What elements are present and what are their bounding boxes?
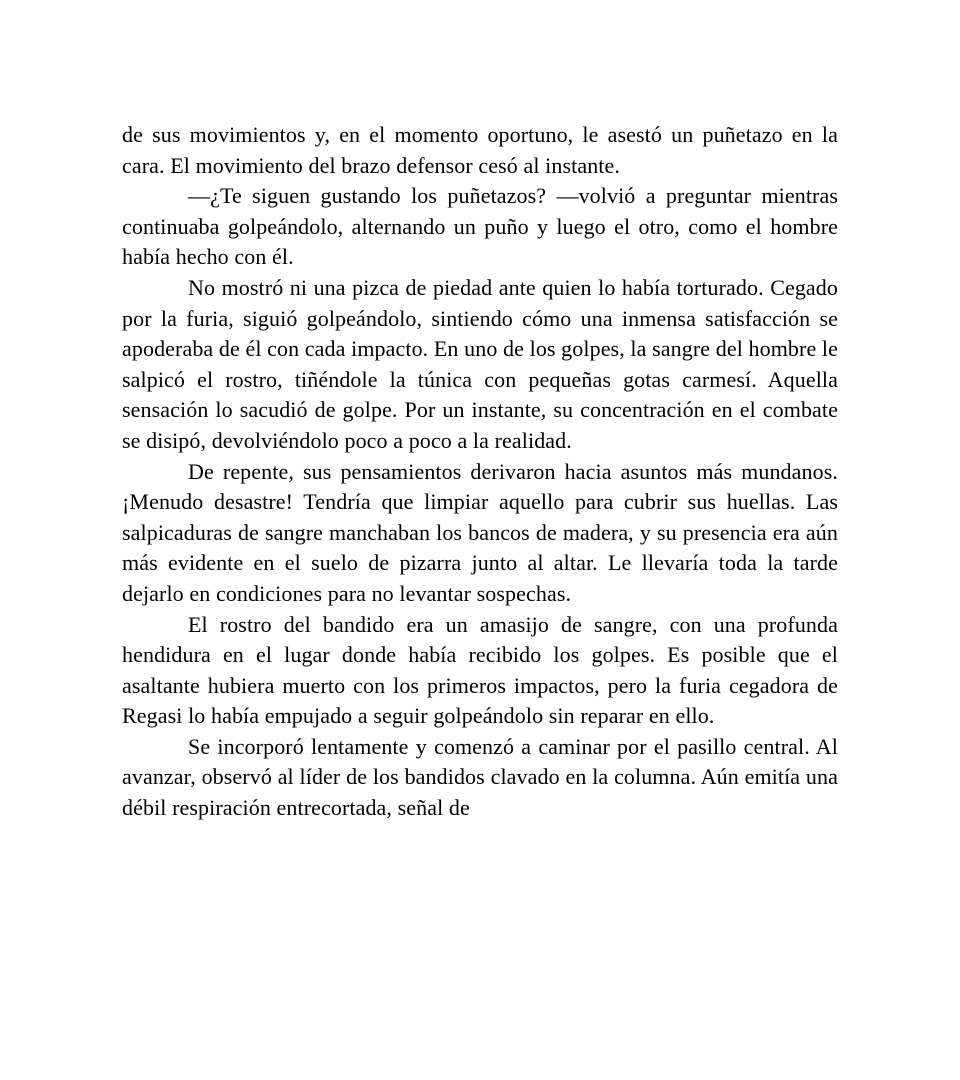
- paragraph: de sus movimientos y, en el momento oportuno, le asestó un puñetazo en la cara. El movimiento del brazo defensor cesó al instante.: [122, 122, 838, 178]
- paragraph: —¿Te siguen gustando los puñetazos? —volvió a preguntar mientras continuaba golpeándolo, alternando un puño y luego el otro, como el hombre había hecho con él.: [122, 183, 838, 270]
- paragraph: De repente, sus pensamientos derivaron hacia asuntos más mundanos. ¡Menudo desastre! Tendría que limpiar aquello para cubrir sus huellas. Las salpicaduras de sangre manchaban los bancos de madera, y su presencia era aún más evidente en el suelo de pizarra junto al altar. Le llevaría toda la tarde dejarlo en condiciones para no levantar sospechas.: [122, 458, 838, 606]
- paragraph: Se incorporó lentamente y comenzó a caminar por el pasillo central. Al avanzar, observó al líder de los bandidos clavado en la columna. Aún emitía una débil respiración entrecortada, señal de: [122, 733, 838, 821]
- text-block: [122, 120, 838, 824]
- paragraph: No mostró ni una pizca de piedad ante quien lo había torturado. Cegado por la furia, siguió golpeándolo, sintiendo cómo una inmensa satisfacción se apoderaba de él con cada impacto. En uno de los golpes, la sangre del hombre le salpicó el rostro, tiñéndole la túnica con pequeñas gotas carmesí. Aquella sensación lo sacudió de golpe. Por un instante, su concentración en el combate se disipó, devolviéndolo poco a poco a la realidad.: [122, 274, 838, 453]
- paragraph: El rostro del bandido era un amasijo de sangre, con una profunda hendidura en el lugar donde había recibido los golpes. Es posible que el asaltante hubiera muerto con los primeros impactos, pero la furia cegadora de Regasi lo había empujado a seguir golpeándolo sin reparar en ello.: [122, 611, 838, 729]
